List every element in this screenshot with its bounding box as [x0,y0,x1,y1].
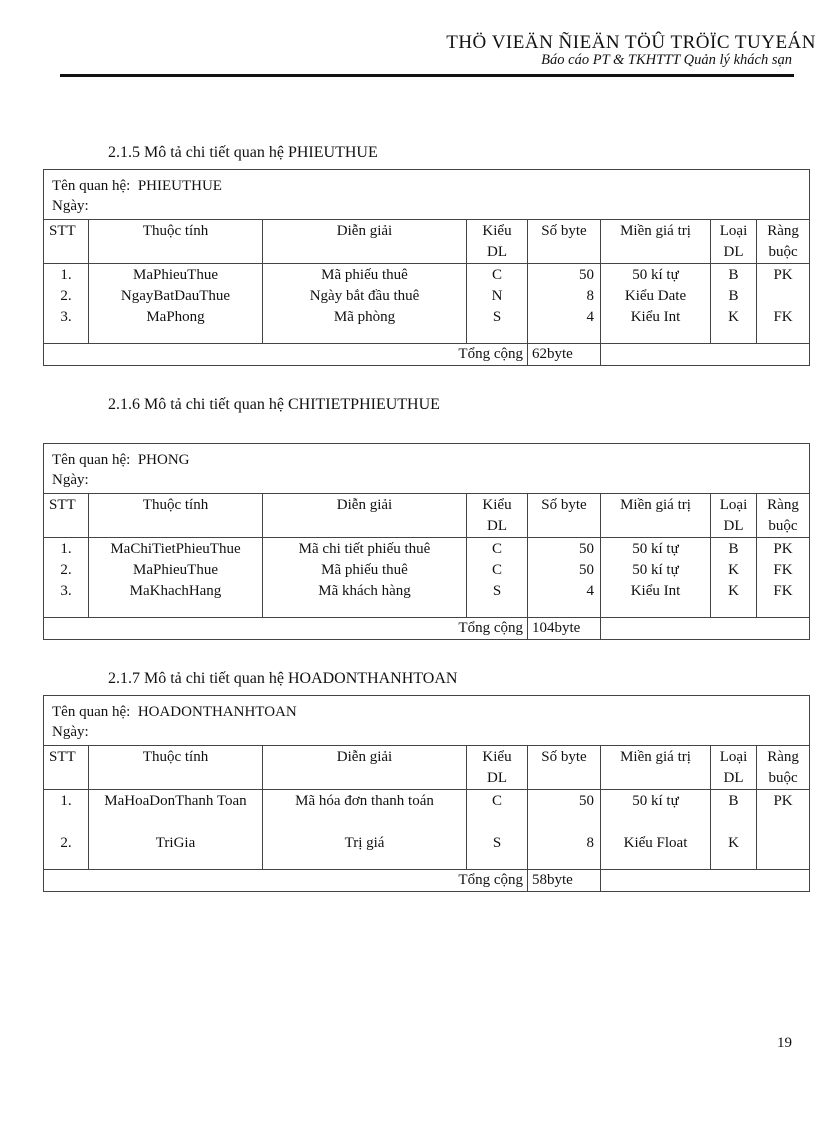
col-type: Kiểu DL [467,220,528,264]
category-cell: B K K [711,538,757,618]
category-cell: B B K [711,264,757,344]
relation-table-chitietphieuthue [43,443,810,640]
header-title: THÖ VIEÄN ÑIEÄN TÖÛ TRÖÏC TUYEÁN [446,32,816,53]
description-cell: Mã hóa đơn thanh toán Trị giá [263,790,467,870]
col-category: Loại DL [711,746,757,790]
total-bytes: 104byte [528,618,601,640]
col-type: Kiểu DL [467,746,528,790]
total-label: Tổng cộng [44,870,528,892]
header-rule [60,74,794,77]
domain-cell: 50 kí tự 50 kí tự Kiểu Int [601,538,711,618]
header-subtitle: Báo cáo PT & TKHTTT Quản lý khách sạn [541,52,792,68]
date-label: Ngày: [52,198,89,214]
category-cell: B K [711,790,757,870]
stt-cell: 1. 2. [44,790,89,870]
table-row [44,264,810,344]
attribute-cell: MaHoaDonThanh Toan TriGia [89,790,263,870]
meta-row [44,696,810,746]
col-stt: STT [44,494,89,538]
col-constraint: Ràng buộc [757,746,810,790]
total-row [44,618,810,640]
section-heading-chitietphieuthue: 2.1.6 Mô tả chi tiết quan hệ CHITIETPHIEUTHUE [108,396,440,413]
section-heading-phieuthue: 2.1.5 Mô tả chi tiết quan hệ PHIEUTHUE [108,144,378,161]
col-stt: STT [44,746,89,790]
relation-table-hoadonthanhtoan [43,695,810,892]
col-domain: Miền giá trị [601,494,711,538]
meta-row [44,170,810,220]
total-bytes: 58byte [528,870,601,892]
col-constraint: Ràng buộc [757,494,810,538]
total-row [44,344,810,366]
type-cell: C N S [467,264,528,344]
meta-row [44,444,810,494]
date-label: Ngày: [52,472,89,488]
stt-cell: 1. 2. 3. [44,538,89,618]
col-bytes: Số byte [528,220,601,264]
table-row [44,538,810,618]
col-description: Diễn giải [263,494,467,538]
total-row [44,870,810,892]
col-bytes: Số byte [528,494,601,538]
col-type: Kiểu DL [467,494,528,538]
total-label: Tổng cộng [44,618,528,640]
type-cell: C S [467,790,528,870]
col-description: Diễn giải [263,220,467,264]
col-category: Loại DL [711,220,757,264]
col-attribute: Thuộc tính [89,746,263,790]
constraint-cell: PK [757,790,810,870]
date-label: Ngày: [52,724,89,740]
col-description: Diễn giải [263,746,467,790]
type-cell: C C S [467,538,528,618]
constraint-cell: PK FK FK [757,538,810,618]
col-bytes: Số byte [528,746,601,790]
column-header-row [44,220,810,264]
attribute-cell: MaChiTietPhieuThue MaPhieuThue MaKhachHang [89,538,263,618]
relation-name-value: HOADONTHANHTOAN [137,704,297,720]
col-constraint: Ràng buộc [757,220,810,264]
bytes-cell: 50 8 [528,790,601,870]
col-attribute: Thuộc tính [89,220,263,264]
col-attribute: Thuộc tính [89,494,263,538]
col-domain: Miền giá trị [601,220,711,264]
total-label: Tổng cộng [44,344,528,366]
attribute-cell: MaPhieuThue NgayBatDauThue MaPhong [89,264,263,344]
page-number: 19 [777,1035,792,1051]
relation-name-label: Tên quan hệ: [52,452,131,468]
column-header-row [44,746,810,790]
bytes-cell: 50 8 4 [528,264,601,344]
domain-cell: 50 kí tự Kiểu Date Kiểu Int [601,264,711,344]
table-row [44,790,810,870]
col-domain: Miền giá trị [601,746,711,790]
col-category: Loại DL [711,494,757,538]
relation-name-label: Tên quan hệ: [52,178,131,194]
constraint-cell: PK FK [757,264,810,344]
description-cell: Mã phiếu thuê Ngày bắt đầu thuê Mã phòng [263,264,467,344]
domain-cell: 50 kí tự Kiểu Float [601,790,711,870]
relation-name-label: Tên quan hệ: [52,704,131,720]
relation-name-value: PHONG [137,452,190,468]
relation-name-value: PHIEUTHUE [137,178,222,194]
col-stt: STT [44,220,89,264]
bytes-cell: 50 50 4 [528,538,601,618]
section-heading-hoadonthanhtoan: 2.1.7 Mô tả chi tiết quan hệ HOADONTHANHTOAN [108,670,458,687]
stt-cell: 1. 2. 3. [44,264,89,344]
description-cell: Mã chi tiết phiếu thuê Mã phiếu thuê Mã khách hàng [263,538,467,618]
total-bytes: 62byte [528,344,601,366]
relation-table-phieuthue [43,169,810,366]
column-header-row [44,494,810,538]
